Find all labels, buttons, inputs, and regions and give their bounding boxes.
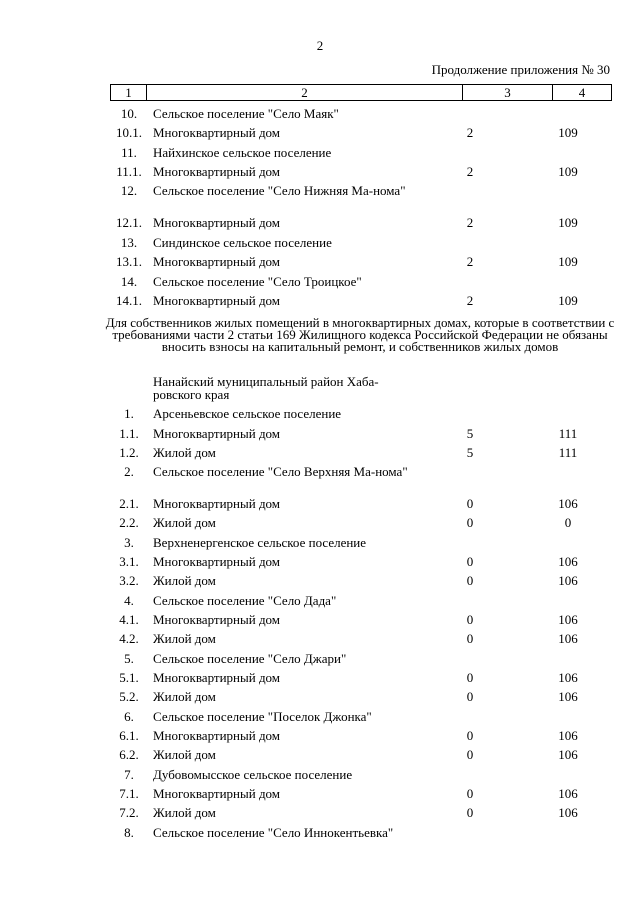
header-col-4: 4 xyxy=(578,85,586,100)
row-value-col3: 5 xyxy=(466,426,474,441)
row-name: Синдинское сельское поселение xyxy=(153,235,332,250)
section-note: Для собственников жилых помещений в многоквартирных домах, которые в соответствии с требованиями части 2 статьи 169 Жилищного кодекса Российской Федерации не обязаны вносить взносы на капитальный ремонт, и собственников жилых домов xyxy=(105,315,615,354)
row-value-col4: 109 xyxy=(558,254,578,269)
row-name: Многоквартирный дом xyxy=(153,612,281,627)
row-value-col3: 0 xyxy=(466,670,474,685)
row-name: Многоквартирный дом xyxy=(153,496,281,511)
row-number: 4.1. xyxy=(119,612,139,627)
row-number: 12. xyxy=(120,183,138,198)
row-value-col3: 0 xyxy=(466,631,474,646)
row-number: 6.2. xyxy=(119,747,139,762)
row-value-col3: 2 xyxy=(466,215,474,230)
row-name: Жилой дом xyxy=(153,631,216,646)
header-col-2: 2 xyxy=(147,85,463,100)
row-value-col4: 0 xyxy=(564,515,572,530)
row-number: 10. xyxy=(120,106,138,121)
row-value-col3: 0 xyxy=(466,612,474,627)
row-name: Сельское поселение "Село Иннокентьевка" xyxy=(153,825,394,840)
row-value-col4: 106 xyxy=(558,573,578,588)
row-number: 2.1. xyxy=(119,496,139,511)
row-number: 6. xyxy=(124,709,134,724)
row-name: Найхинское сельское поселение xyxy=(153,145,332,160)
row-number: 10.1. xyxy=(116,125,142,140)
row-name: Многоквартирный дом xyxy=(153,670,281,685)
row-name: Верхненергенское сельское поселение xyxy=(153,535,367,550)
row-name: Сельское поселение "Село Джари" xyxy=(153,651,347,666)
row-value-col3: 0 xyxy=(466,554,474,569)
row-name: Сельское поселение "Село Троицкое" xyxy=(153,274,362,289)
row-number: 1.2. xyxy=(119,445,139,460)
row-number: 14. xyxy=(120,274,138,289)
row-value-col3: 0 xyxy=(466,573,474,588)
row-name: Жилой дом xyxy=(153,515,216,530)
row-number: 7.2. xyxy=(119,805,139,820)
row-value-col3: 2 xyxy=(466,164,474,179)
row-name: Жилой дом xyxy=(153,445,216,460)
continuation-label: Продолжение приложения № 30 xyxy=(431,62,610,77)
row-value-col4: 106 xyxy=(558,631,578,646)
row-number: 2.2. xyxy=(119,515,139,530)
row-name: Многоквартирный дом xyxy=(153,728,281,743)
row-value-col4: 106 xyxy=(558,728,578,743)
row-name: Многоквартирный дом xyxy=(153,554,281,569)
row-name: Многоквартирный дом xyxy=(153,786,281,801)
row-value-col4: 106 xyxy=(558,786,578,801)
row-name: Сельское поселение "Село Маяк" xyxy=(153,106,339,121)
row-number: 7. xyxy=(124,767,134,782)
row-value-col3: 0 xyxy=(466,496,474,511)
row-number: 5.1. xyxy=(119,670,139,685)
row-name: Сельское поселение "Поселок Джонка" xyxy=(153,709,372,724)
row-value-col4: 109 xyxy=(558,293,578,308)
row-number: 1.1. xyxy=(119,426,139,441)
row-value-col4: 109 xyxy=(558,125,578,140)
row-name: Многоквартирный дом xyxy=(153,426,281,441)
row-name: Жилой дом xyxy=(153,573,216,588)
row-number: 5.2. xyxy=(119,689,139,704)
row-value-col3: 5 xyxy=(466,445,474,460)
row-number: 13.1. xyxy=(116,254,142,269)
row-number: 11.1. xyxy=(116,164,142,179)
row-value-col3: 0 xyxy=(466,805,474,820)
row-name: Жилой дом xyxy=(153,805,216,820)
row-number: 3.1. xyxy=(119,554,139,569)
row-name: Жилой дом xyxy=(153,747,216,762)
row-value-col3: 2 xyxy=(466,293,474,308)
row-value-col3: 0 xyxy=(466,689,474,704)
row-value-col3: 0 xyxy=(466,728,474,743)
row-name: Многоквартирный дом xyxy=(153,293,281,308)
row-name: Дубовомысское сельское поселение xyxy=(153,767,353,782)
row-name: Сельское поселение "Село Нижняя Ма-нома" xyxy=(153,183,406,198)
row-number: 7.1. xyxy=(119,786,139,801)
row-value-col4: 106 xyxy=(558,612,578,627)
row-name: Многоквартирный дом xyxy=(153,254,281,269)
row-value-col3: 0 xyxy=(466,786,474,801)
row-number: 11. xyxy=(121,145,137,160)
row-value-col4: 106 xyxy=(558,747,578,762)
row-name: Многоквартирный дом xyxy=(153,125,281,140)
row-value-col4: 106 xyxy=(558,805,578,820)
row-value-col4: 109 xyxy=(558,164,578,179)
row-value-col3: 0 xyxy=(466,747,474,762)
table-header xyxy=(110,84,612,101)
row-number: 4. xyxy=(124,593,134,608)
row-value-col4: 106 xyxy=(558,554,578,569)
row-number: 6.1. xyxy=(119,728,139,743)
row-value-col4: 111 xyxy=(558,426,578,441)
row-number: 2. xyxy=(124,464,134,479)
district-heading: Нанайский муниципальный район Хаба-ровского края xyxy=(153,374,379,402)
row-value-col3: 2 xyxy=(466,125,474,140)
row-number: 3. xyxy=(124,535,134,550)
row-name: Многоквартирный дом xyxy=(153,215,281,230)
row-number: 13. xyxy=(120,235,138,250)
row-value-col3: 2 xyxy=(466,254,474,269)
row-value-col4: 111 xyxy=(558,445,578,460)
row-value-col4: 106 xyxy=(558,496,578,511)
row-number: 1. xyxy=(124,406,134,421)
row-name: Сельское поселение "Село Дада" xyxy=(153,593,337,608)
row-value-col3: 0 xyxy=(466,515,474,530)
row-value-col4: 109 xyxy=(558,215,578,230)
row-value-col4: 106 xyxy=(558,689,578,704)
row-number: 5. xyxy=(124,651,134,666)
row-value-col4: 106 xyxy=(558,670,578,685)
row-number: 4.2. xyxy=(119,631,139,646)
header-col-1: 1 xyxy=(111,85,147,100)
row-number: 8. xyxy=(124,825,134,840)
header-col-3: 3 xyxy=(463,85,553,100)
row-name: Многоквартирный дом xyxy=(153,164,281,179)
row-name: Жилой дом xyxy=(153,689,216,704)
row-number: 3.2. xyxy=(119,573,139,588)
row-number: 12.1. xyxy=(116,215,142,230)
row-number: 14.1. xyxy=(116,293,142,308)
row-name: Арсеньевское сельское поселение xyxy=(153,406,342,421)
page-number: 2 xyxy=(316,38,324,53)
row-name: Сельское поселение "Село Верхняя Ма-нома" xyxy=(153,464,408,479)
